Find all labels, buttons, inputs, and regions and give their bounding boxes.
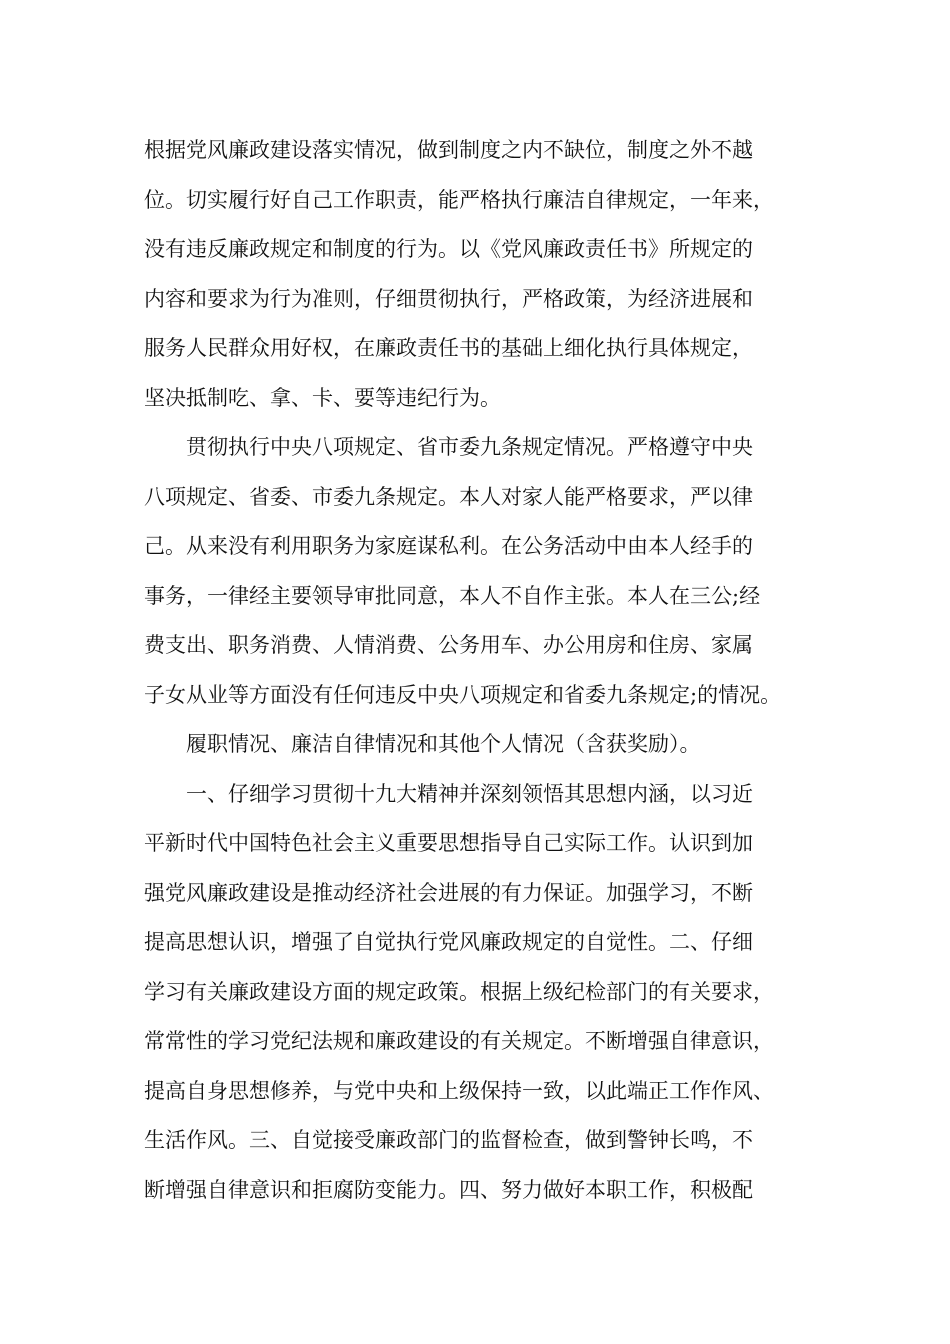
paragraph-first-line: 一、仔细学习贯彻十九大精神并深刻领悟其思想内涵，以习近 [186,781,753,806]
text-line: 己。从来没有利用职务为家庭谋私利。在公务活动中由本人经手的 [144,534,753,558]
text-line: 子女从业等方面没有任何违反中央八项规定和省委九条规定;的情况。 [144,682,782,707]
text-line: 内容和要求为行为准则，仔细贯彻执行，严格政策，为经济进展和 [144,286,753,311]
paragraph-first-line: 履职情况、廉洁自律情况和其他个人情况（含获奖励）。 [186,732,701,756]
text-line: 断增强自律意识和拒腐防变能力。四、努力做好本职工作，积极配 [144,1177,753,1202]
text-line: 事务，一律经主要领导审批同意，本人不自作主张。本人在三公;经 [144,583,761,608]
text-line: 位。切实履行好自己工作职责，能严格执行廉洁自律规定，一年来， [144,187,774,212]
text-line: 坚决抵制吃、拿、卡、要等违纪行为。 [144,385,501,410]
text-line: 八项规定、省委、市委九条规定。本人对家人能严格要求，严以律 [144,484,753,509]
text-line: 服务人民群众用好权，在廉政责任书的基础上细化执行具体规定， [144,336,753,360]
paragraph-first-line: 贯彻执行中央八项规定、省市委九条规定情况。严格遵守中央 [186,435,753,459]
text-line: 平新时代中国特色社会主义重要思想指导自己实际工作。认识到加 [144,831,753,855]
document-body [144,126,834,1215]
text-line: 提高自身思想修养，与党中央和上级保持一致，以此端正工作作风、 [144,1078,774,1103]
text-line: 强党风廉政建设是推动经济社会进展的有力保证。加强学习，不断 [144,880,753,905]
text-line: 没有违反廉政规定和制度的行为。以《党风廉政责任书》所规定的 [144,237,753,261]
text-line: 根据党风廉政建设落实情况，做到制度之内不缺位，制度之外不越 [144,138,753,162]
text-line: 生活作风。三、自觉接受廉政部门的监督检查，做到警钟长鸣，不 [144,1128,753,1152]
text-line: 常常性的学习党纪法规和廉政建设的有关规定。不断增强自律意识， [144,1029,774,1053]
text-line: 提高思想认识，增强了自觉执行党风廉政规定的自觉性。二、仔细 [144,930,753,954]
text-line: 学习有关廉政建设方面的规定政策。根据上级纪检部门的有关要求， [144,979,774,1004]
text-line: 费支出、职务消费、人情消费、公务用车、办公用房和住房、家属 [144,633,753,657]
